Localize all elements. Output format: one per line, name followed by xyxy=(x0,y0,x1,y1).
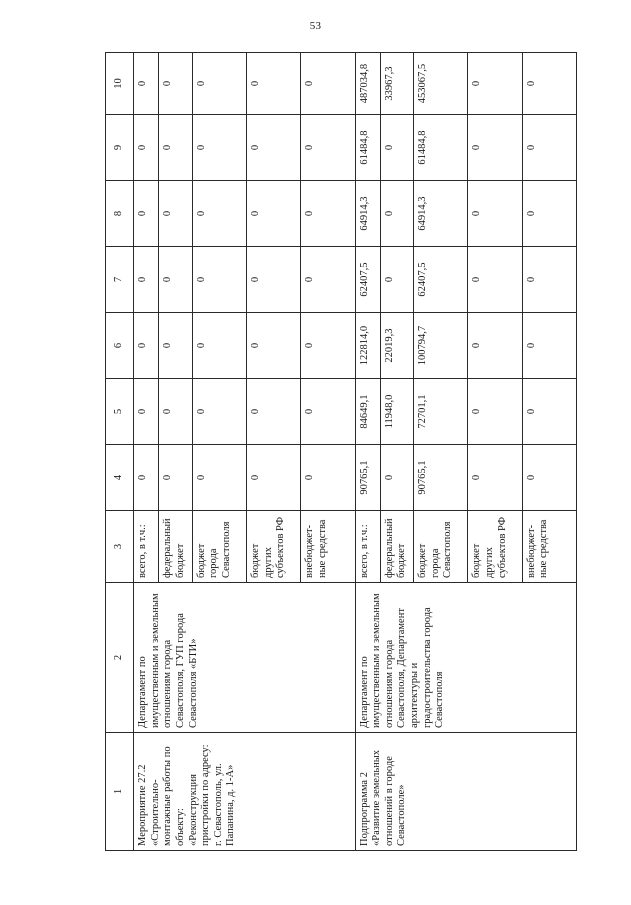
value-cell: 84649,1 xyxy=(355,379,380,445)
value-cell: 0 xyxy=(247,181,301,247)
value-cell: 0 xyxy=(301,313,355,379)
header-cell-5: 5 xyxy=(106,379,134,445)
value-cell: 0 xyxy=(247,445,301,511)
value-cell: 0 xyxy=(301,181,355,247)
funding-source-cell: всего, в т.ч.: xyxy=(134,511,159,583)
value-cell: 0 xyxy=(380,181,414,247)
value-cell: 0 xyxy=(301,379,355,445)
value-cell: 0 xyxy=(159,379,193,445)
value-cell: 0 xyxy=(301,247,355,313)
page-number: 53 xyxy=(309,20,322,32)
value-cell: 0 xyxy=(247,247,301,313)
value-cell: 0 xyxy=(192,53,246,115)
value-cell: 0 xyxy=(134,53,159,115)
rotated-table-inner xyxy=(105,53,577,851)
value-cell: 0 xyxy=(380,445,414,511)
header-cell-8: 8 xyxy=(106,181,134,247)
value-cell: 0 xyxy=(468,181,522,247)
value-cell: 0 xyxy=(468,115,522,181)
value-cell: 62407,5 xyxy=(355,247,380,313)
table-body xyxy=(106,53,577,851)
value-cell: 0 xyxy=(522,445,576,511)
value-cell: 0 xyxy=(134,313,159,379)
value-cell: 0 xyxy=(134,379,159,445)
value-cell: 61484,8 xyxy=(414,115,468,181)
value-cell: 62407,5 xyxy=(414,247,468,313)
value-cell: 0 xyxy=(380,115,414,181)
value-cell: 0 xyxy=(468,379,522,445)
value-cell: 0 xyxy=(192,379,246,445)
table-row xyxy=(134,53,159,851)
value-cell: 0 xyxy=(159,313,193,379)
value-cell: 0 xyxy=(522,181,576,247)
header-cell-3: 3 xyxy=(106,511,134,583)
header-cell-6: 6 xyxy=(106,313,134,379)
header-cell-4: 4 xyxy=(106,445,134,511)
value-cell: 0 xyxy=(134,247,159,313)
header-cell-9: 9 xyxy=(106,115,134,181)
funding-source-cell: федеральный бюджет xyxy=(159,511,193,583)
value-cell: 0 xyxy=(247,379,301,445)
value-cell: 453067,5 xyxy=(414,53,468,115)
value-cell: 64914,3 xyxy=(355,181,380,247)
funding-source-cell: бюджет города Севастополя xyxy=(192,511,246,583)
program-name-cell: Подпрограмма 2 «Развитие земельных отношений в городе Севастополе» xyxy=(355,733,576,851)
header-cell-1: 1 xyxy=(106,733,134,851)
funding-source-cell: всего, в т.ч.: xyxy=(355,511,380,583)
program-name-cell: Мероприятие 27.2 «Строительно-монтажные работы по объекту: «Реконструкция пристройки по адресу: г. Севастополь, ул. Папанина, д. 1-А» xyxy=(134,733,355,851)
value-cell: 0 xyxy=(159,247,193,313)
value-cell: 0 xyxy=(522,53,576,115)
value-cell: 0 xyxy=(192,115,246,181)
value-cell: 0 xyxy=(522,379,576,445)
header-row xyxy=(106,53,134,851)
value-cell: 0 xyxy=(159,445,193,511)
financing-table xyxy=(105,52,577,851)
value-cell: 0 xyxy=(380,247,414,313)
value-cell: 0 xyxy=(159,115,193,181)
value-cell: 0 xyxy=(247,53,301,115)
rotated-table-area xyxy=(105,53,577,851)
value-cell: 0 xyxy=(159,53,193,115)
value-cell: 0 xyxy=(247,313,301,379)
value-cell: 0 xyxy=(134,181,159,247)
value-cell: 64914,3 xyxy=(414,181,468,247)
value-cell: 0 xyxy=(247,115,301,181)
executor-cell: Департамент по имущественным и земельным отношениям города Севастополя, ГУП города Севастополя «БТИ» xyxy=(134,583,355,733)
value-cell: 0 xyxy=(522,313,576,379)
value-cell: 0 xyxy=(301,53,355,115)
value-cell: 90765,1 xyxy=(414,445,468,511)
value-cell: 0 xyxy=(134,445,159,511)
executor-cell: Департамент по имущественным и земельным отношениям города Севастополя, Департамент архитектуры и градостроительства города Севастополя xyxy=(355,583,576,733)
value-cell: 487034,8 xyxy=(355,53,380,115)
value-cell: 0 xyxy=(468,247,522,313)
funding-source-cell: бюджет города Севастополя xyxy=(414,511,468,583)
value-cell: 90765,1 xyxy=(355,445,380,511)
funding-source-cell: бюджет других субъектов РФ xyxy=(468,511,522,583)
value-cell: 0 xyxy=(301,445,355,511)
value-cell: 0 xyxy=(192,247,246,313)
value-cell: 0 xyxy=(468,53,522,115)
value-cell: 0 xyxy=(192,181,246,247)
funding-source-cell: внебюджет-ные средства xyxy=(522,511,576,583)
value-cell: 0 xyxy=(134,115,159,181)
value-cell: 100794,7 xyxy=(414,313,468,379)
value-cell: 0 xyxy=(522,247,576,313)
value-cell: 0 xyxy=(468,313,522,379)
value-cell: 61484,8 xyxy=(355,115,380,181)
value-cell: 0 xyxy=(192,313,246,379)
value-cell: 33967,3 xyxy=(380,53,414,115)
value-cell: 22019,3 xyxy=(380,313,414,379)
value-cell: 122814,0 xyxy=(355,313,380,379)
value-cell: 11948,0 xyxy=(380,379,414,445)
value-cell: 0 xyxy=(522,115,576,181)
funding-source-cell: федеральный бюджет xyxy=(380,511,414,583)
header-cell-10: 10 xyxy=(106,53,134,115)
header-cell-2: 2 xyxy=(106,583,134,733)
table-row xyxy=(355,53,380,851)
value-cell: 0 xyxy=(301,115,355,181)
header-cell-7: 7 xyxy=(106,247,134,313)
value-cell: 0 xyxy=(468,445,522,511)
funding-source-cell: внебюджет-ные средства xyxy=(301,511,355,583)
value-cell: 72701,1 xyxy=(414,379,468,445)
funding-source-cell: бюджет других субъектов РФ xyxy=(247,511,301,583)
value-cell: 0 xyxy=(192,445,246,511)
value-cell: 0 xyxy=(159,181,193,247)
